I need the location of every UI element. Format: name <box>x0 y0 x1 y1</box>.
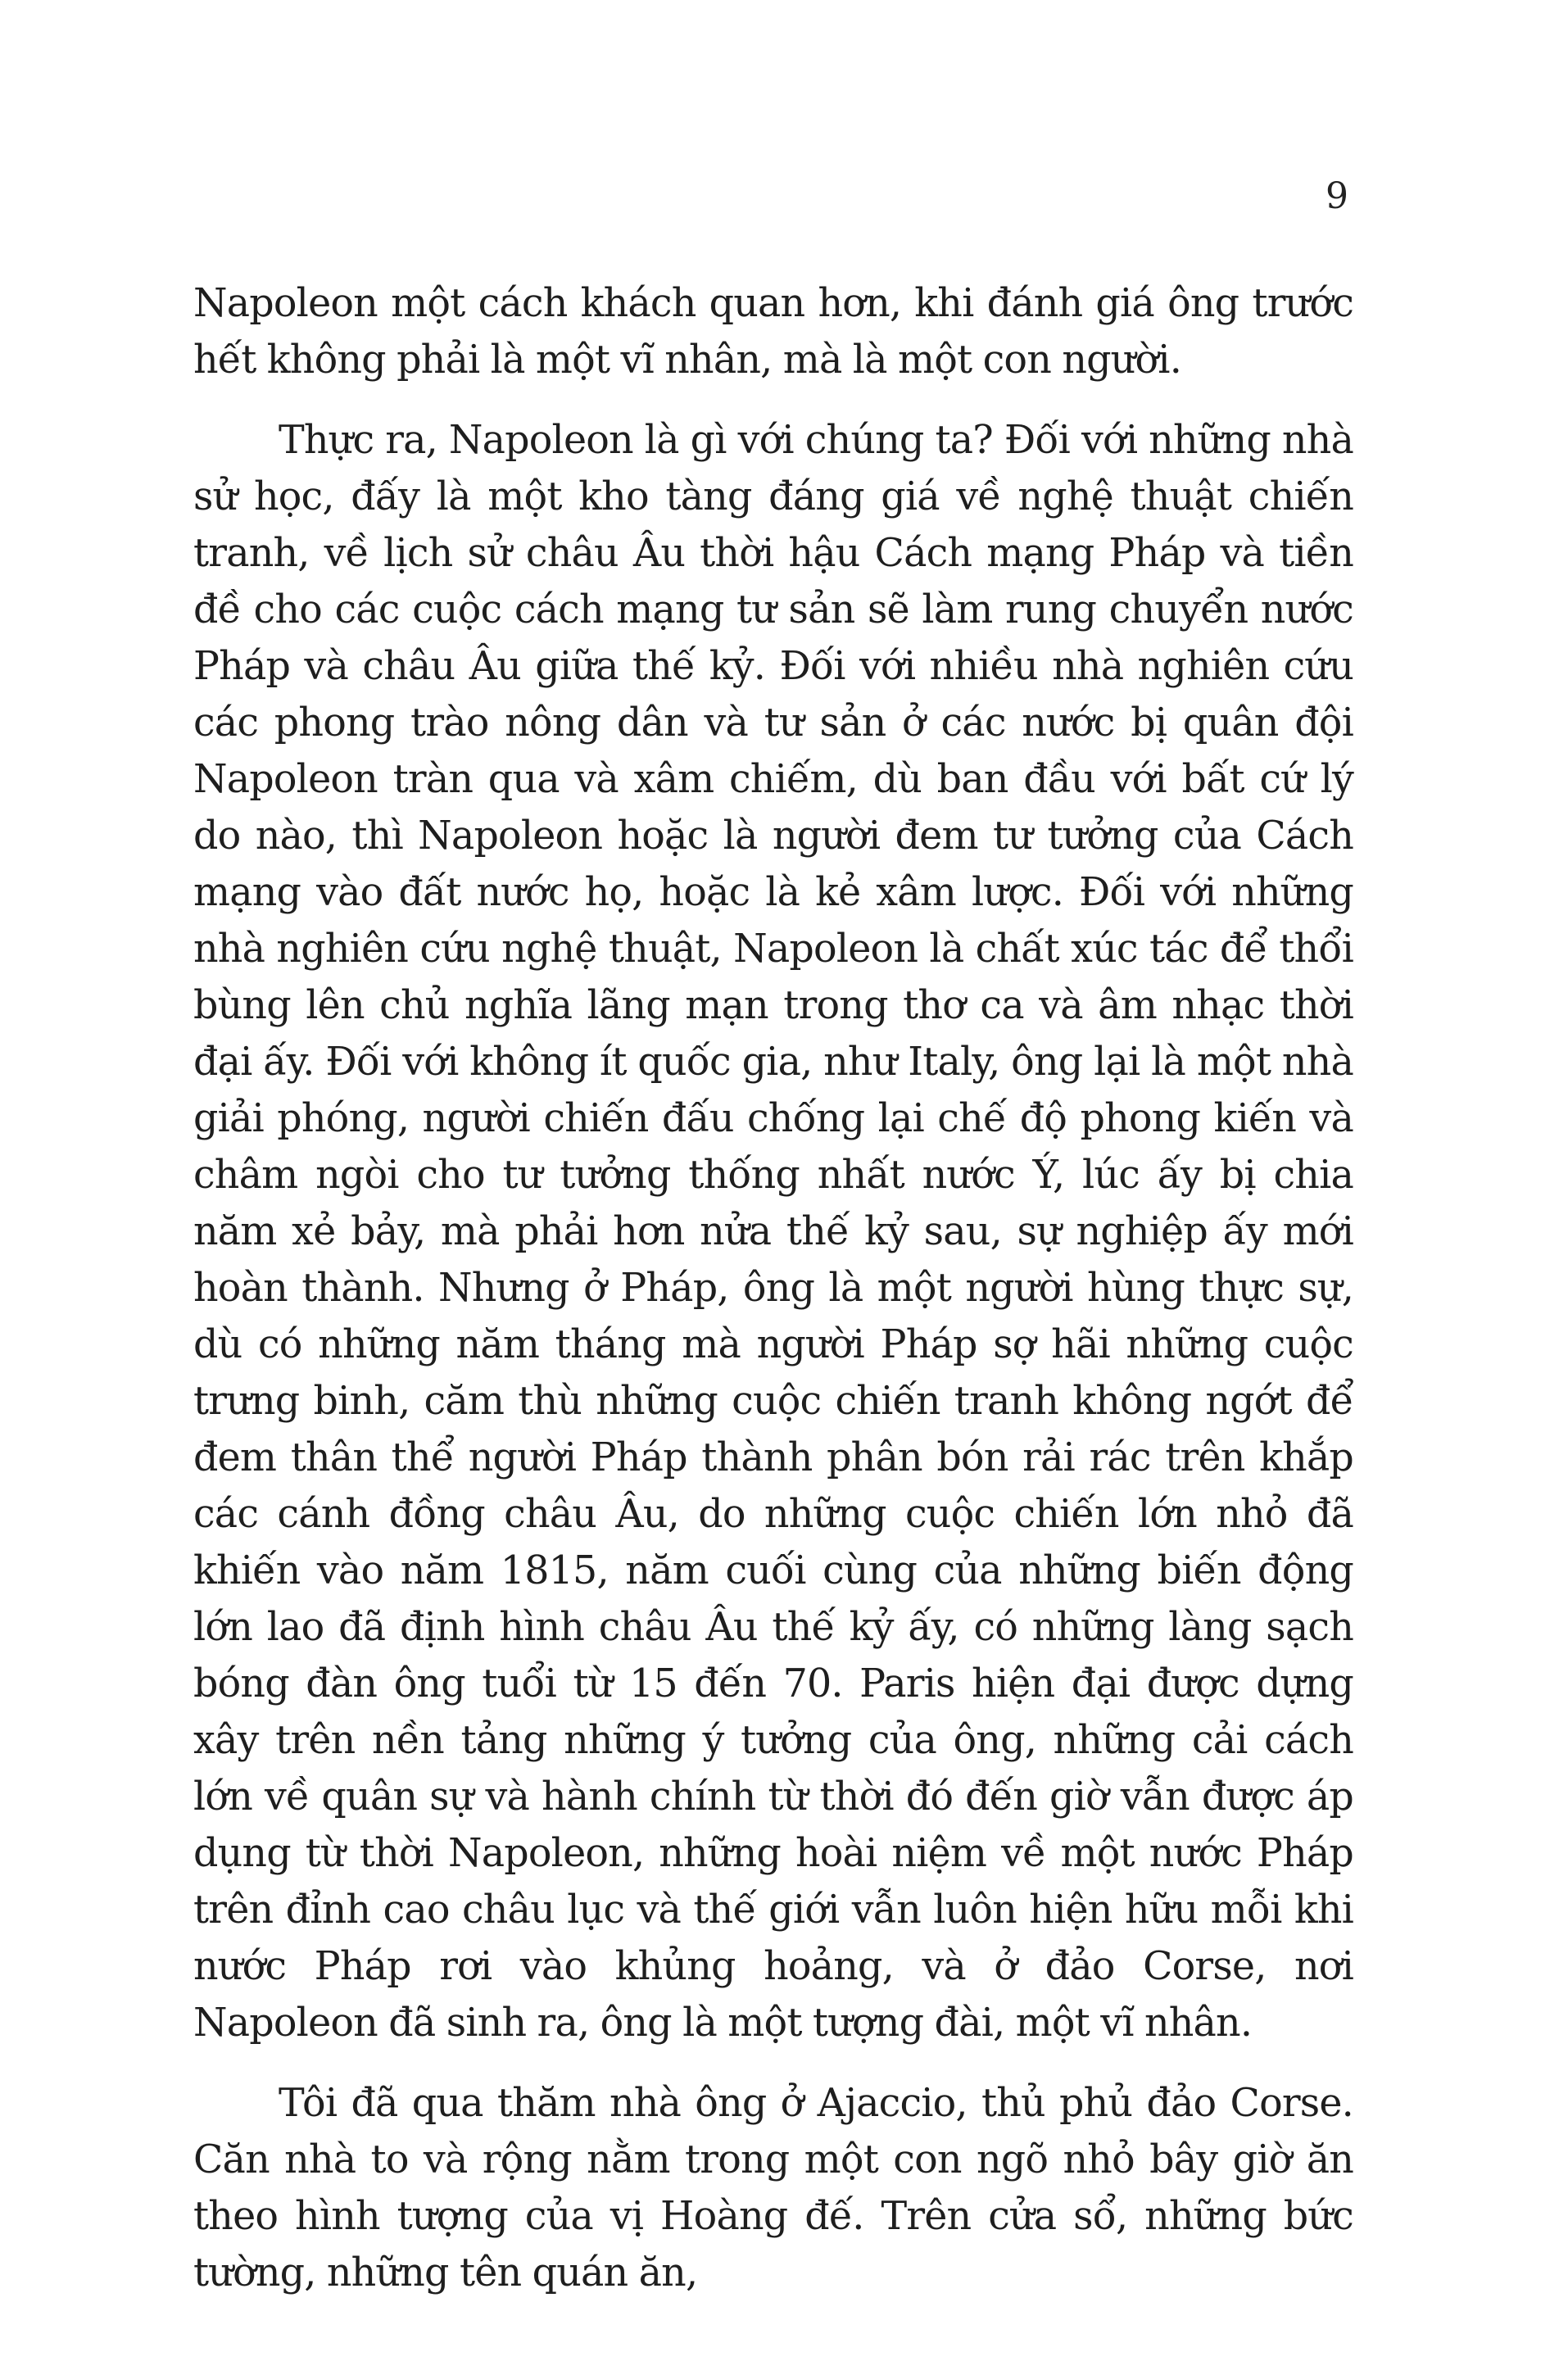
page-number: 9 <box>1326 175 1348 217</box>
paragraph-continuation: Napoleon một cách khách quan hơn, khi đánh giá ông trước hết không phải là một vĩ nhân, mà là một con người. <box>193 281 1353 383</box>
paragraph-ajaccio-visit: Tôi đã qua thăm nhà ông ở Ajaccio, thủ phủ đảo Corse. Căn nhà to và rộng nằm trong một con ngõ nhỏ bây giờ ăn theo hình tượng của vị Hoàng đế. Trên cửa sổ, những bức tường, những tên quán ăn, <box>193 2081 1353 2295</box>
body-text <box>193 275 1353 2301</box>
paragraph-napoleon-meaning: Thực ra, Napoleon là gì với chúng ta? Đối với những nhà sử học, đấy là một kho tàng đáng giá về nghệ thuật chiến tranh, về lịch sử châu Âu thời hậu Cách mạng Pháp và tiền đề cho các cuộc cách mạng tư sản sẽ làm rung chuyển nước Pháp và châu Âu giữa thế kỷ. Đối với nhiều nhà nghiên cứu các phong trào nông dân và tư sản ở các nước bị quân đội Napoleon tràn qua và xâm chiếm, dù ban đầu với bất cứ lý do nào, thì Napoleon hoặc là người đem tư tưởng của Cách mạng vào đất nước họ, hoặc là kẻ xâm lược. Đối với những nhà nghiên cứu nghệ thuật, Napoleon là chất xúc tác để thổi bùng lên chủ nghĩa lãng mạn trong thơ ca và âm nhạc thời đại ấy. Đối với không ít quốc gia, như Italy, ông lại là một nhà giải phóng, người chiến đấu chống lại chế độ phong kiến và châm ngòi cho tư tưởng thống nhất nước Ý, lúc ấy bị chia năm xẻ bảy, mà phải hơn nửa thế kỷ sau, sự nghiệp ấy mới hoàn thành. Nhưng ở Pháp, ông là một người hùng thực sự, dù có những năm tháng mà người Pháp sợ hãi những cuộc trưng binh, căm thù những cuộc chiến tranh không ngớt để đem thân thể người Pháp thành phân bón rải rác trên khắp các cánh đồng châu Âu, do những cuộc chiến lớn nhỏ đã khiến vào năm 1815, năm cuối cùng của những biến động lớn lao đã định hình châu Âu thế kỷ ấy, có những làng sạch bóng đàn ông tuổi từ 15 đến 70. Paris hiện đại được dựng xây trên nền tảng những ý tưởng của ông, những cải cách lớn về quân sự và hành chính từ thời đó đến giờ vẫn được áp dụng từ thời Napoleon, những hoài niệm về một nước Pháp trên đỉnh cao châu lục và thế giới vẫn luôn hiện hữu mỗi khi nước Pháp rơi vào khủng hoảng, và ở đảo Corse, nơi Napoleon đã sinh ra, ông là một tượng đài, một vĩ nhân. <box>193 418 1353 2046</box>
